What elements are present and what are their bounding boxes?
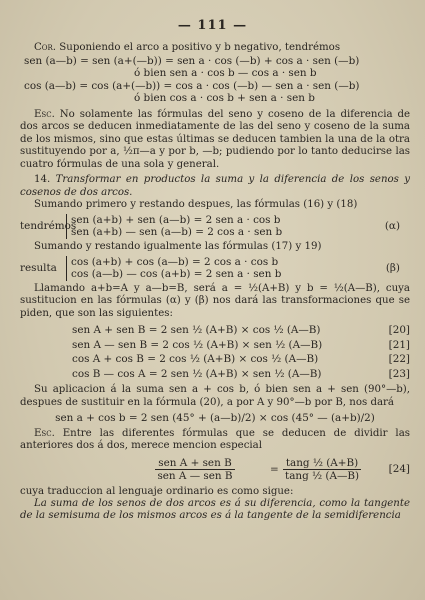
equation-brace: [66, 256, 352, 281]
scholium-label: Esc.: [34, 427, 55, 439]
fraction-rhs: [282, 457, 362, 482]
fraction-lhs: [120, 457, 270, 482]
corollary-paragraph: [20, 42, 410, 55]
formula-lhs: sen A + sen B: [72, 324, 146, 337]
numbered-formula: [20, 323, 410, 338]
corollary-text: Suponiendo el arco a positivo y b negativo, tendrémos: [56, 42, 341, 53]
formula-tag: [20]: [388, 324, 410, 337]
equation-line: ó bien cos a · cos b + sen a · sen b: [134, 92, 315, 105]
fraction-denominator: sen A — sen B: [157, 469, 233, 482]
fraction-numerator: sen A + sen B: [155, 457, 234, 470]
equation-line: sen (a+b) + sen (a—b) = 2 sen a · cos b: [71, 213, 281, 226]
equation-line: ó bien sen a · cos b — cos a · sen b: [134, 67, 317, 80]
equation-line: sen (a—b) = sen (a+(—b)) = sen a · cos (—b) + cos a · sen (—b): [24, 54, 360, 67]
formula-tag: [22]: [388, 353, 410, 366]
equation-line: sen (a+b) — sen (a—b) = 2 cos a · sen b: [71, 226, 283, 239]
substitution-paragraph: Llamando a+b=A y a—b=B, será a = ½(A+B) y b = ½(A—B), cuya sustitucion en las fórmulas (α) y (β) nos dará las transformaciones que se piden, que son las siguientes:: [20, 282, 410, 319]
application-equation: sen a + cos b = 2 sen (45° + (a—b)/2) × cos (45° — (a+b)/2): [55, 412, 375, 425]
equation-system-label: tendrémos: [20, 220, 77, 233]
formula-tag: [21]: [388, 338, 410, 351]
fraction-rhs-wrap: = $\frac{\text{tang ½ (A+B)}}{\text{tang ½ (A—B)}}$: [270, 457, 374, 482]
formula-rhs: = 2 sen ½ (A+B) × cos ½ (A—B): [148, 324, 321, 337]
section-number: 14.: [34, 174, 51, 186]
translation-paragraph: cuya traduccion al lenguaje ordinario es como sigue:: [20, 485, 294, 497]
page-content: [20, 42, 410, 522]
formula-tag: [23]: [388, 367, 410, 380]
equation-line: cos (a—b) — cos (a+b) = 2 sen a · sen b: [71, 268, 282, 281]
numbered-formula: [20, 367, 410, 382]
scholium-label: Esc.: [34, 108, 55, 120]
formula-rhs: = 2 cos ½ (A+B) × cos ½ (A—B): [147, 353, 319, 366]
scholium-paragraph: [20, 428, 410, 453]
equation-system-alpha: [20, 214, 410, 239]
formula-tag: [24]: [388, 463, 410, 476]
equation-tag: (α): [384, 220, 400, 233]
section-title: Transformar en productos la suma y la diferencia de los senos y cosenos de dos arcos.: [20, 174, 410, 198]
equation-system-beta: [20, 256, 410, 281]
page-number: — 111 —: [177, 18, 248, 33]
numbered-formula: [20, 352, 410, 367]
equation-brace: [66, 214, 352, 239]
sum-intro: Sumando primero y restando despues, las fórmulas (16) y (18): [34, 199, 358, 211]
formula-lhs: cos B — cos A: [72, 367, 146, 380]
section-heading: [20, 174, 410, 199]
equation-line: cos (a+b) + cos (a—b) = 2 cos a · cos b: [71, 255, 279, 268]
equation-tag: (β): [385, 262, 400, 275]
formula-rhs: = 2 cos ½ (A+B) × sen ½ (A—B): [150, 338, 323, 351]
sum-intro: Sumando y restando igualmente las fórmulas (17) y 19): [34, 241, 322, 253]
formula-lhs: cos A + cos B: [72, 353, 144, 366]
final-statement: La suma de los senos de dos arcos es á su diferencia, como la tangente de la semisuma de los mismos arcos es á la tangente de la semidiferencia: [20, 498, 410, 522]
scholium-text: No solamente las fórmulas del seno y coseno de la diferencia de dos arcos se deducen inmediatamente de las del seno y coseno de la suma de los mismos, sino que estas últimas se deducen tambien la una de la otra sustituyendo por a, ½π—a y por b, —b; pudiendo por lo tanto deducirse las cuatro fórmulas de una sola y general.: [20, 108, 410, 170]
equation-line: cos (a—b) = cos (a+(—b)) = cos a · cos (—b) — sen a · sen (—b): [24, 79, 360, 92]
fraction-numerator: tang ½ (A+B): [283, 457, 361, 470]
scholium-text: Entre las diferentes fórmulas que se deducen de dividir las anteriores dos á dos, merece mencion especial: [20, 427, 410, 452]
fraction-denominator: tang ½ (A—B): [285, 469, 360, 482]
fraction-formula: [20, 457, 410, 482]
application-paragraph: Su aplicacion á la suma sen a + cos b, ó bien sen a + sen (90°—b), despues de sustituir en la fórmula (20), a por A y 90°—b por B, nos dará: [20, 384, 410, 408]
corollary-label: Cor.: [34, 42, 57, 53]
formula-rhs: = 2 sen ½ (A+B) × sen ½ (A—B): [148, 367, 322, 380]
equation-system-label: resulta: [20, 262, 57, 275]
numbered-formula: [20, 338, 410, 353]
scholium-paragraph: [20, 109, 410, 172]
formula-lhs: sen A — sen B: [72, 338, 148, 351]
